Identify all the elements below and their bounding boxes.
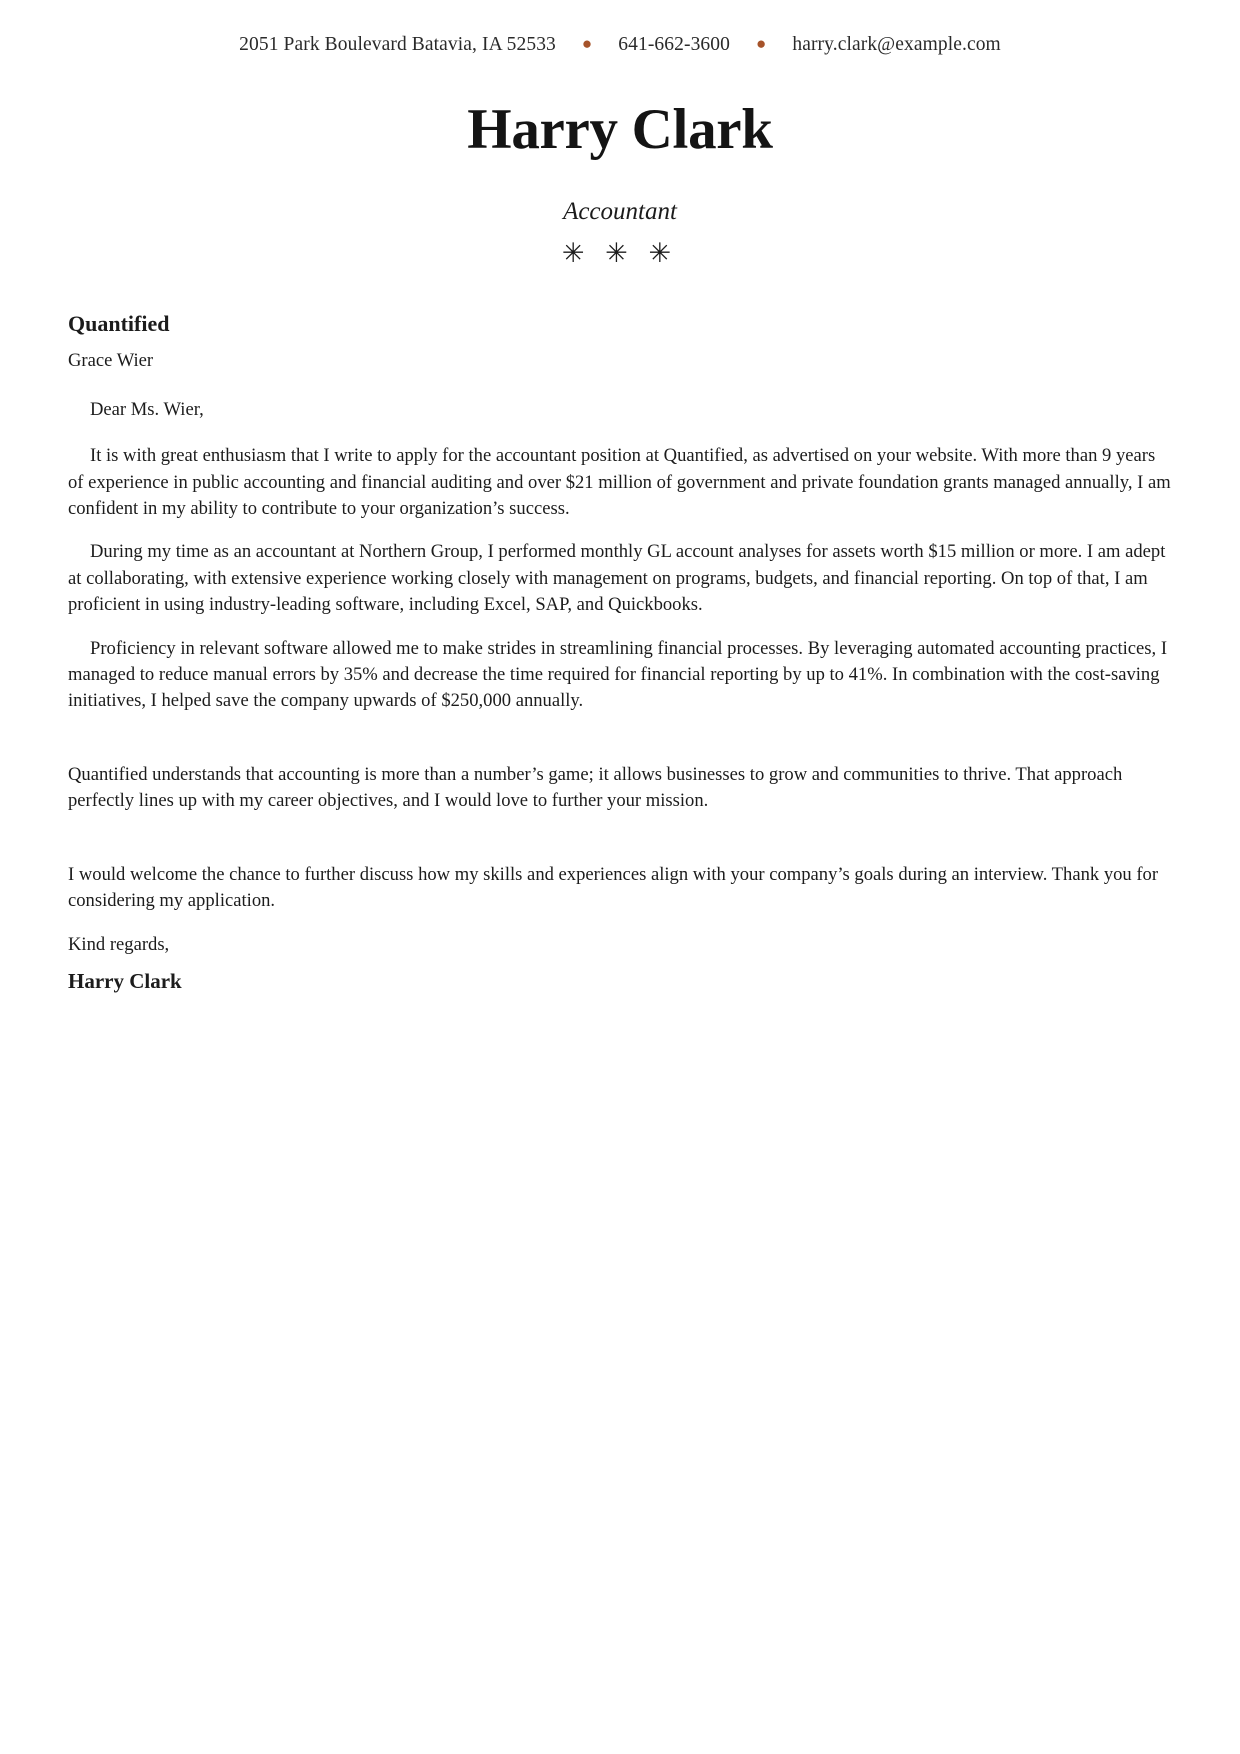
letter-paragraph-2: During my time as an accountant at Northern Group, I performed monthly GL account analyses for assets worth $15 million or more. I am adept at collaborating, with extensive experience working closely with management on programs, budgets, and financial reporting. On top of that, I am proficient in using industry-leading software, including Excel, SAP, and Quickbooks. [68, 541, 1166, 616]
company-name: Quantified [68, 311, 170, 337]
paragraph-spacer [68, 832, 1172, 862]
paragraph-spacer [68, 732, 1172, 762]
bullet-separator-icon: ● [755, 33, 767, 53]
contact-email: harry.clark@example.com [792, 34, 1001, 55]
letter-paragraph-5: I would welcome the chance to further discuss how my skills and experiences align with your company’s goals during an interview. Thank you for considering my application. [68, 863, 1159, 911]
page-title: Harry Clark [467, 98, 773, 161]
signoff: Kind regards, [68, 934, 170, 956]
asterisk-divider-icon: ✳ ✳ ✳ [561, 238, 679, 269]
contact-header [68, 34, 1172, 56]
signature-name: Harry Clark [68, 968, 182, 993]
letter-body [68, 311, 1172, 996]
letter-paragraph-3: Proficiency in relevant software allowed me to make strides in streamlining financial processes. By leveraging automated accounting practices, I managed to reduce manual errors by 35% and decrease the time required for financial reporting by up to 41%. In combination with the cost-saving initiatives, I helped save the company upwards of $250,000 annually. [68, 637, 1168, 712]
salutation: Dear Ms. Wier, [90, 398, 204, 420]
contact-address: 2051 Park Boulevard Batavia, IA 52533 [239, 34, 556, 55]
bullet-separator-icon: ● [581, 33, 593, 53]
recipient-name: Grace Wier [68, 350, 154, 372]
letter-paragraph-4: Quantified understands that accounting is more than a number’s game; it allows businesses to grow and communities to thrive. That approach perfectly lines up with my career objectives, and I would love to further your mission. [68, 763, 1123, 812]
contact-phone: 641-662-3600 [618, 34, 730, 55]
job-title: Accountant [563, 198, 677, 226]
letter-paragraph-1: It is with great enthusiasm that I write to apply for the accountant position at Quantified, as advertised on your website. With more than 9 years of experience in public accounting and financial auditing and over $21 million of government and private foundation grants managed annually, I am confident in my ability to contribute to your organization’s success. [68, 445, 1171, 519]
